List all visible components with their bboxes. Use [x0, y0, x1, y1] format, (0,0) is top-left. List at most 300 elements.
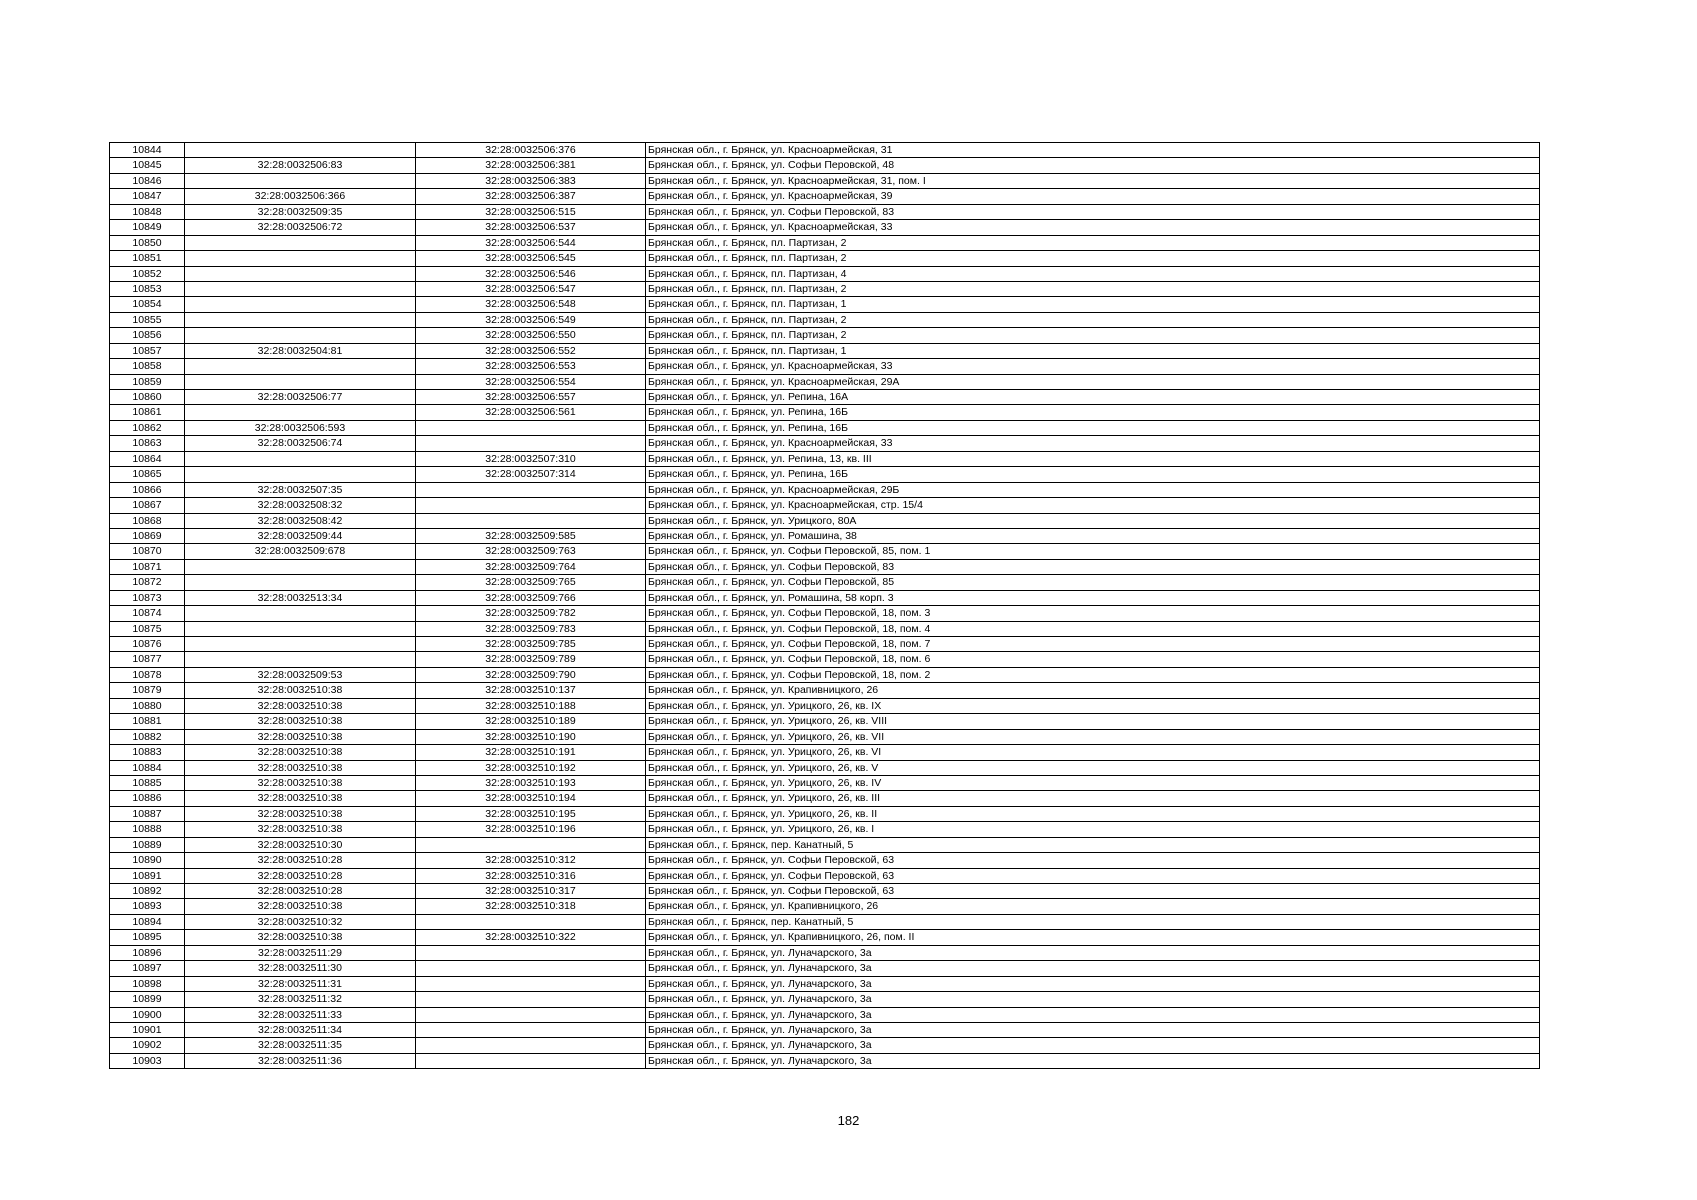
address-cell: Брянская обл., г. Брянск, ул. Луначарского, 3а: [646, 976, 1540, 991]
address-cell: Брянская обл., г. Брянск, ул. Урицкого, 26, кв. V: [646, 760, 1540, 775]
new-cadastral-number-cell: 32:28:0032510:194: [416, 791, 646, 806]
old-cadastral-number-cell: 32:28:0032506:83: [185, 158, 416, 173]
table-row: [110, 899, 1540, 914]
row-number-cell: 10869: [110, 528, 185, 543]
row-number-cell: 10856: [110, 328, 185, 343]
new-cadastral-number-cell: 32:28:0032510:190: [416, 729, 646, 744]
old-cadastral-number-cell: 32:28:0032509:53: [185, 667, 416, 682]
new-cadastral-number-cell: 32:28:0032506:545: [416, 251, 646, 266]
address-cell: Брянская обл., г. Брянск, ул. Красноармейская, 29Б: [646, 482, 1540, 497]
address-cell: Брянская обл., г. Брянск, ул. Софьи Перовской, 18, пом. 7: [646, 637, 1540, 652]
new-cadastral-number-cell: 32:28:0032510:317: [416, 884, 646, 899]
address-cell: Брянская обл., г. Брянск, ул. Урицкого, 26, кв. I: [646, 822, 1540, 837]
address-cell: Брянская обл., г. Брянск, ул. Софьи Перовской, 18, пом. 6: [646, 652, 1540, 667]
table-row: [110, 374, 1540, 389]
table-row: [110, 266, 1540, 281]
address-cell: Брянская обл., г. Брянск, ул. Софьи Перовской, 18, пом. 4: [646, 621, 1540, 636]
table-row: [110, 714, 1540, 729]
table-row: [110, 621, 1540, 636]
old-cadastral-number-cell: 32:28:0032510:30: [185, 837, 416, 852]
new-cadastral-number-cell: 32:28:0032506:537: [416, 220, 646, 235]
table-row: [110, 297, 1540, 312]
address-cell: Брянская обл., г. Брянск, ул. Софьи Перовской, 63: [646, 868, 1540, 883]
table-row: [110, 467, 1540, 482]
address-cell: Брянская обл., г. Брянск, пл. Партизан, 2: [646, 312, 1540, 327]
table-row: [110, 606, 1540, 621]
row-number-cell: 10872: [110, 575, 185, 590]
table-row: [110, 822, 1540, 837]
table-row: [110, 328, 1540, 343]
new-cadastral-number-cell: [416, 420, 646, 435]
old-cadastral-number-cell: [185, 173, 416, 188]
old-cadastral-number-cell: 32:28:0032508:32: [185, 498, 416, 513]
new-cadastral-number-cell: [416, 945, 646, 960]
old-cadastral-number-cell: [185, 637, 416, 652]
row-number-cell: 10853: [110, 281, 185, 296]
address-cell: Брянская обл., г. Брянск, ул. Урицкого, 26, кв. III: [646, 791, 1540, 806]
address-cell: Брянская обл., г. Брянск, пл. Партизан, 1: [646, 343, 1540, 358]
row-number-cell: 10895: [110, 930, 185, 945]
address-cell: Брянская обл., г. Брянск, пер. Канатный, 5: [646, 914, 1540, 929]
table-row: [110, 683, 1540, 698]
new-cadastral-number-cell: 32:28:0032509:789: [416, 652, 646, 667]
address-cell: Брянская обл., г. Брянск, ул. Крапивницкого, 26: [646, 899, 1540, 914]
table-row: [110, 945, 1540, 960]
table-row: [110, 204, 1540, 219]
new-cadastral-number-cell: 32:28:0032510:193: [416, 775, 646, 790]
address-cell: Брянская обл., г. Брянск, пл. Партизан, 2: [646, 281, 1540, 296]
old-cadastral-number-cell: 32:28:0032510:32: [185, 914, 416, 929]
address-cell: Брянская обл., г. Брянск, ул. Репина, 16Б: [646, 420, 1540, 435]
row-number-cell: 10870: [110, 544, 185, 559]
address-cell: Брянская обл., г. Брянск, ул. Репина, 13, кв. III: [646, 451, 1540, 466]
old-cadastral-number-cell: 32:28:0032511:30: [185, 961, 416, 976]
address-cell: Брянская обл., г. Брянск, ул. Софьи Перовской, 83: [646, 559, 1540, 574]
new-cadastral-number-cell: 32:28:0032506:550: [416, 328, 646, 343]
address-cell: Брянская обл., г. Брянск, ул. Репина, 16Б: [646, 467, 1540, 482]
address-cell: Брянская обл., г. Брянск, ул. Софьи Перовской, 18, пом. 2: [646, 667, 1540, 682]
address-cell: Брянская обл., г. Брянск, ул. Урицкого, 26, кв. IV: [646, 775, 1540, 790]
table-row: [110, 343, 1540, 358]
row-number-cell: 10844: [110, 143, 185, 158]
table-row: [110, 1022, 1540, 1037]
old-cadastral-number-cell: 32:28:0032511:34: [185, 1022, 416, 1037]
row-number-cell: 10892: [110, 884, 185, 899]
table-row: [110, 420, 1540, 435]
old-cadastral-number-cell: 32:28:0032509:44: [185, 528, 416, 543]
new-cadastral-number-cell: 32:28:0032509:766: [416, 590, 646, 605]
row-number-cell: 10865: [110, 467, 185, 482]
address-cell: Брянская обл., г. Брянск, ул. Софьи Перовской, 18, пом. 3: [646, 606, 1540, 621]
old-cadastral-number-cell: 32:28:0032510:38: [185, 729, 416, 744]
old-cadastral-number-cell: [185, 652, 416, 667]
address-cell: Брянская обл., г. Брянск, пер. Канатный, 5: [646, 837, 1540, 852]
new-cadastral-number-cell: [416, 961, 646, 976]
row-number-cell: 10845: [110, 158, 185, 173]
address-cell: Брянская обл., г. Брянск, ул. Красноармейская, 39: [646, 189, 1540, 204]
new-cadastral-number-cell: 32:28:0032509:765: [416, 575, 646, 590]
new-cadastral-number-cell: 32:28:0032506:561: [416, 405, 646, 420]
table-row: [110, 637, 1540, 652]
row-number-cell: 10893: [110, 899, 185, 914]
new-cadastral-number-cell: [416, 976, 646, 991]
address-cell: Брянская обл., г. Брянск, ул. Ромашина, 58 корп. 3: [646, 590, 1540, 605]
old-cadastral-number-cell: [185, 575, 416, 590]
address-cell: Брянская обл., г. Брянск, пл. Партизан, 2: [646, 328, 1540, 343]
address-cell: Брянская обл., г. Брянск, пл. Партизан, 4: [646, 266, 1540, 281]
address-cell: Брянская обл., г. Брянск, ул. Красноармейская, стр. 15/4: [646, 498, 1540, 513]
row-number-cell: 10879: [110, 683, 185, 698]
old-cadastral-number-cell: [185, 606, 416, 621]
table-row: [110, 698, 1540, 713]
row-number-cell: 10848: [110, 204, 185, 219]
row-number-cell: 10866: [110, 482, 185, 497]
table-row: [110, 173, 1540, 188]
table-row: [110, 667, 1540, 682]
new-cadastral-number-cell: 32:28:0032510:191: [416, 745, 646, 760]
old-cadastral-number-cell: [185, 328, 416, 343]
table-row: [110, 853, 1540, 868]
row-number-cell: 10860: [110, 390, 185, 405]
row-number-cell: 10890: [110, 853, 185, 868]
row-number-cell: 10875: [110, 621, 185, 636]
table-row: [110, 884, 1540, 899]
old-cadastral-number-cell: [185, 359, 416, 374]
table-row: [110, 961, 1540, 976]
address-cell: Брянская обл., г. Брянск, ул. Урицкого, 26, кв. VI: [646, 745, 1540, 760]
table-row: [110, 220, 1540, 235]
new-cadastral-number-cell: 32:28:0032506:387: [416, 189, 646, 204]
old-cadastral-number-cell: [185, 235, 416, 250]
new-cadastral-number-cell: 32:28:0032506:515: [416, 204, 646, 219]
table-row: [110, 1038, 1540, 1053]
new-cadastral-number-cell: 32:28:0032510:195: [416, 806, 646, 821]
new-cadastral-number-cell: 32:28:0032507:314: [416, 467, 646, 482]
row-number-cell: 10889: [110, 837, 185, 852]
table-row: [110, 575, 1540, 590]
row-number-cell: 10899: [110, 992, 185, 1007]
new-cadastral-number-cell: 32:28:0032510:196: [416, 822, 646, 837]
new-cadastral-number-cell: [416, 1053, 646, 1068]
new-cadastral-number-cell: 32:28:0032510:188: [416, 698, 646, 713]
address-cell: Брянская обл., г. Брянск, ул. Софьи Перовской, 48: [646, 158, 1540, 173]
new-cadastral-number-cell: [416, 837, 646, 852]
table-row: [110, 359, 1540, 374]
row-number-cell: 10882: [110, 729, 185, 744]
cadastral-table: [109, 142, 1540, 1069]
row-number-cell: 10847: [110, 189, 185, 204]
row-number-cell: 10851: [110, 251, 185, 266]
row-number-cell: 10888: [110, 822, 185, 837]
old-cadastral-number-cell: 32:28:0032508:42: [185, 513, 416, 528]
table-row: [110, 281, 1540, 296]
row-number-cell: 10886: [110, 791, 185, 806]
new-cadastral-number-cell: 32:28:0032510:322: [416, 930, 646, 945]
table-row: [110, 498, 1540, 513]
row-number-cell: 10881: [110, 714, 185, 729]
new-cadastral-number-cell: 32:28:0032506:544: [416, 235, 646, 250]
address-cell: Брянская обл., г. Брянск, ул. Крапивницкого, 26: [646, 683, 1540, 698]
address-cell: Брянская обл., г. Брянск, ул. Ромашина, 38: [646, 528, 1540, 543]
new-cadastral-number-cell: 32:28:0032509:783: [416, 621, 646, 636]
new-cadastral-number-cell: 32:28:0032510:312: [416, 853, 646, 868]
old-cadastral-number-cell: 32:28:0032510:38: [185, 683, 416, 698]
old-cadastral-number-cell: [185, 559, 416, 574]
table-row: [110, 806, 1540, 821]
row-number-cell: 10862: [110, 420, 185, 435]
row-number-cell: 10867: [110, 498, 185, 513]
old-cadastral-number-cell: [185, 467, 416, 482]
old-cadastral-number-cell: [185, 143, 416, 158]
address-cell: Брянская обл., г. Брянск, ул. Софьи Перовской, 85: [646, 575, 1540, 590]
old-cadastral-number-cell: 32:28:0032509:35: [185, 204, 416, 219]
row-number-cell: 10858: [110, 359, 185, 374]
old-cadastral-number-cell: [185, 451, 416, 466]
new-cadastral-number-cell: 32:28:0032506:554: [416, 374, 646, 389]
row-number-cell: 10902: [110, 1038, 185, 1053]
old-cadastral-number-cell: [185, 621, 416, 636]
table-row: [110, 189, 1540, 204]
address-cell: Брянская обл., г. Брянск, пл. Партизан, 1: [646, 297, 1540, 312]
new-cadastral-number-cell: 32:28:0032506:383: [416, 173, 646, 188]
table-row: [110, 1053, 1540, 1068]
row-number-cell: 10877: [110, 652, 185, 667]
table-row: [110, 775, 1540, 790]
address-cell: Брянская обл., г. Брянск, ул. Красноармейская, 31, пом. I: [646, 173, 1540, 188]
row-number-cell: 10903: [110, 1053, 185, 1068]
old-cadastral-number-cell: 32:28:0032504:81: [185, 343, 416, 358]
old-cadastral-number-cell: 32:28:0032510:38: [185, 698, 416, 713]
old-cadastral-number-cell: 32:28:0032510:38: [185, 930, 416, 945]
page-number: 182: [837, 1113, 860, 1128]
new-cadastral-number-cell: [416, 436, 646, 451]
row-number-cell: 10852: [110, 266, 185, 281]
old-cadastral-number-cell: 32:28:0032510:38: [185, 791, 416, 806]
new-cadastral-number-cell: 32:28:0032510:137: [416, 683, 646, 698]
table-row: [110, 451, 1540, 466]
address-cell: Брянская обл., г. Брянск, ул. Урицкого, 26, кв. VII: [646, 729, 1540, 744]
row-number-cell: 10864: [110, 451, 185, 466]
old-cadastral-number-cell: 32:28:0032507:35: [185, 482, 416, 497]
old-cadastral-number-cell: [185, 405, 416, 420]
table-row: [110, 482, 1540, 497]
new-cadastral-number-cell: 32:28:0032506:547: [416, 281, 646, 296]
row-number-cell: 10873: [110, 590, 185, 605]
table-row: [110, 868, 1540, 883]
address-cell: Брянская обл., г. Брянск, ул. Луначарского, 3а: [646, 1038, 1540, 1053]
old-cadastral-number-cell: 32:28:0032506:77: [185, 390, 416, 405]
new-cadastral-number-cell: 32:28:0032510:316: [416, 868, 646, 883]
old-cadastral-number-cell: 32:28:0032510:38: [185, 760, 416, 775]
table-row: [110, 390, 1540, 405]
row-number-cell: 10849: [110, 220, 185, 235]
row-number-cell: 10883: [110, 745, 185, 760]
address-cell: Брянская обл., г. Брянск, ул. Красноармейская, 33: [646, 359, 1540, 374]
address-cell: Брянская обл., г. Брянск, ул. Софьи Перовской, 63: [646, 853, 1540, 868]
old-cadastral-number-cell: [185, 374, 416, 389]
address-cell: Брянская обл., г. Брянск, ул. Луначарского, 3а: [646, 992, 1540, 1007]
row-number-cell: 10896: [110, 945, 185, 960]
table-row: [110, 992, 1540, 1007]
old-cadastral-number-cell: [185, 281, 416, 296]
row-number-cell: 10887: [110, 806, 185, 821]
row-number-cell: 10861: [110, 405, 185, 420]
table-row: [110, 312, 1540, 327]
row-number-cell: 10854: [110, 297, 185, 312]
row-number-cell: 10871: [110, 559, 185, 574]
old-cadastral-number-cell: 32:28:0032511:32: [185, 992, 416, 1007]
address-cell: Брянская обл., г. Брянск, ул. Луначарского, 3а: [646, 1022, 1540, 1037]
new-cadastral-number-cell: [416, 1038, 646, 1053]
address-cell: Брянская обл., г. Брянск, ул. Репина, 16Б: [646, 405, 1540, 420]
address-cell: Брянская обл., г. Брянск, пл. Партизан, 2: [646, 251, 1540, 266]
new-cadastral-number-cell: 32:28:0032509:585: [416, 528, 646, 543]
row-number-cell: 10846: [110, 173, 185, 188]
table-row: [110, 729, 1540, 744]
row-number-cell: 10894: [110, 914, 185, 929]
old-cadastral-number-cell: 32:28:0032506:74: [185, 436, 416, 451]
new-cadastral-number-cell: 32:28:0032506:552: [416, 343, 646, 358]
table-row: [110, 405, 1540, 420]
new-cadastral-number-cell: 32:28:0032506:557: [416, 390, 646, 405]
table-row: [110, 976, 1540, 991]
row-number-cell: 10878: [110, 667, 185, 682]
new-cadastral-number-cell: [416, 914, 646, 929]
new-cadastral-number-cell: 32:28:0032507:310: [416, 451, 646, 466]
new-cadastral-number-cell: [416, 498, 646, 513]
old-cadastral-number-cell: 32:28:0032506:72: [185, 220, 416, 235]
address-cell: Брянская обл., г. Брянск, пл. Партизан, 2: [646, 235, 1540, 250]
old-cadastral-number-cell: 32:28:0032510:38: [185, 745, 416, 760]
old-cadastral-number-cell: [185, 297, 416, 312]
new-cadastral-number-cell: 32:28:0032510:189: [416, 714, 646, 729]
table-row: [110, 559, 1540, 574]
row-number-cell: 10900: [110, 1007, 185, 1022]
old-cadastral-number-cell: 32:28:0032510:38: [185, 714, 416, 729]
table-row: [110, 544, 1540, 559]
new-cadastral-number-cell: 32:28:0032510:192: [416, 760, 646, 775]
row-number-cell: 10850: [110, 235, 185, 250]
new-cadastral-number-cell: 32:28:0032506:548: [416, 297, 646, 312]
new-cadastral-number-cell: [416, 513, 646, 528]
address-cell: Брянская обл., г. Брянск, ул. Софьи Перовской, 83: [646, 204, 1540, 219]
row-number-cell: 10859: [110, 374, 185, 389]
address-cell: Брянская обл., г. Брянск, ул. Урицкого, 80А: [646, 513, 1540, 528]
table-row: [110, 513, 1540, 528]
address-cell: Брянская обл., г. Брянск, ул. Репина, 16А: [646, 390, 1540, 405]
new-cadastral-number-cell: 32:28:0032506:381: [416, 158, 646, 173]
table-row: [110, 143, 1540, 158]
address-cell: Брянская обл., г. Брянск, ул. Красноармейская, 29А: [646, 374, 1540, 389]
address-cell: Брянская обл., г. Брянск, ул. Урицкого, 26, кв. IX: [646, 698, 1540, 713]
new-cadastral-number-cell: 32:28:0032506:376: [416, 143, 646, 158]
old-cadastral-number-cell: 32:28:0032511:33: [185, 1007, 416, 1022]
new-cadastral-number-cell: 32:28:0032509:790: [416, 667, 646, 682]
old-cadastral-number-cell: [185, 266, 416, 281]
address-cell: Брянская обл., г. Брянск, ул. Красноармейская, 33: [646, 436, 1540, 451]
old-cadastral-number-cell: 32:28:0032511:29: [185, 945, 416, 960]
old-cadastral-number-cell: 32:28:0032510:38: [185, 806, 416, 821]
old-cadastral-number-cell: 32:28:0032509:678: [185, 544, 416, 559]
address-cell: Брянская обл., г. Брянск, ул. Луначарского, 3а: [646, 1053, 1540, 1068]
new-cadastral-number-cell: 32:28:0032509:785: [416, 637, 646, 652]
row-number-cell: 10901: [110, 1022, 185, 1037]
address-cell: Брянская обл., г. Брянск, ул. Луначарского, 3а: [646, 1007, 1540, 1022]
address-cell: Брянская обл., г. Брянск, ул. Красноармейская, 31: [646, 143, 1540, 158]
table-row: [110, 590, 1540, 605]
old-cadastral-number-cell: 32:28:0032510:38: [185, 822, 416, 837]
row-number-cell: 10891: [110, 868, 185, 883]
table-row: [110, 837, 1540, 852]
old-cadastral-number-cell: 32:28:0032510:38: [185, 775, 416, 790]
old-cadastral-number-cell: 32:28:0032511:31: [185, 976, 416, 991]
row-number-cell: 10880: [110, 698, 185, 713]
address-cell: Брянская обл., г. Брянск, ул. Урицкого, 26, кв. II: [646, 806, 1540, 821]
row-number-cell: 10855: [110, 312, 185, 327]
address-cell: Брянская обл., г. Брянск, ул. Софьи Перовской, 85, пом. 1: [646, 544, 1540, 559]
table-row: [110, 235, 1540, 250]
table-row: [110, 652, 1540, 667]
row-number-cell: 10868: [110, 513, 185, 528]
table-row: [110, 745, 1540, 760]
old-cadastral-number-cell: [185, 312, 416, 327]
address-cell: Брянская обл., г. Брянск, ул. Луначарского, 3а: [646, 961, 1540, 976]
new-cadastral-number-cell: 32:28:0032506:546: [416, 266, 646, 281]
new-cadastral-number-cell: [416, 1022, 646, 1037]
old-cadastral-number-cell: 32:28:0032506:593: [185, 420, 416, 435]
address-cell: Брянская обл., г. Брянск, ул. Софьи Перовской, 63: [646, 884, 1540, 899]
row-number-cell: 10898: [110, 976, 185, 991]
old-cadastral-number-cell: 32:28:0032506:366: [185, 189, 416, 204]
row-number-cell: 10874: [110, 606, 185, 621]
row-number-cell: 10884: [110, 760, 185, 775]
table-row: [110, 914, 1540, 929]
old-cadastral-number-cell: [185, 251, 416, 266]
address-cell: Брянская обл., г. Брянск, ул. Крапивницкого, 26, пом. II: [646, 930, 1540, 945]
old-cadastral-number-cell: 32:28:0032510:28: [185, 868, 416, 883]
new-cadastral-number-cell: 32:28:0032509:763: [416, 544, 646, 559]
row-number-cell: 10857: [110, 343, 185, 358]
new-cadastral-number-cell: 32:28:0032509:764: [416, 559, 646, 574]
old-cadastral-number-cell: 32:28:0032511:36: [185, 1053, 416, 1068]
address-cell: Брянская обл., г. Брянск, ул. Урицкого, 26, кв. VIII: [646, 714, 1540, 729]
row-number-cell: 10885: [110, 775, 185, 790]
row-number-cell: 10863: [110, 436, 185, 451]
table-body: [110, 143, 1540, 1069]
table-row: [110, 436, 1540, 451]
old-cadastral-number-cell: 32:28:0032510:38: [185, 899, 416, 914]
address-cell: Брянская обл., г. Брянск, ул. Красноармейская, 33: [646, 220, 1540, 235]
old-cadastral-number-cell: 32:28:0032511:35: [185, 1038, 416, 1053]
new-cadastral-number-cell: [416, 992, 646, 1007]
old-cadastral-number-cell: 32:28:0032510:28: [185, 884, 416, 899]
address-cell: Брянская обл., г. Брянск, ул. Луначарского, 3а: [646, 945, 1540, 960]
old-cadastral-number-cell: 32:28:0032510:28: [185, 853, 416, 868]
old-cadastral-number-cell: 32:28:0032513:34: [185, 590, 416, 605]
table-row: [110, 1007, 1540, 1022]
row-number-cell: 10897: [110, 961, 185, 976]
new-cadastral-number-cell: 32:28:0032509:782: [416, 606, 646, 621]
new-cadastral-number-cell: [416, 1007, 646, 1022]
new-cadastral-number-cell: 32:28:0032506:553: [416, 359, 646, 374]
new-cadastral-number-cell: 32:28:0032510:318: [416, 899, 646, 914]
new-cadastral-number-cell: [416, 482, 646, 497]
table-row: [110, 528, 1540, 543]
new-cadastral-number-cell: 32:28:0032506:549: [416, 312, 646, 327]
table-row: [110, 760, 1540, 775]
table-row: [110, 158, 1540, 173]
table-row: [110, 791, 1540, 806]
